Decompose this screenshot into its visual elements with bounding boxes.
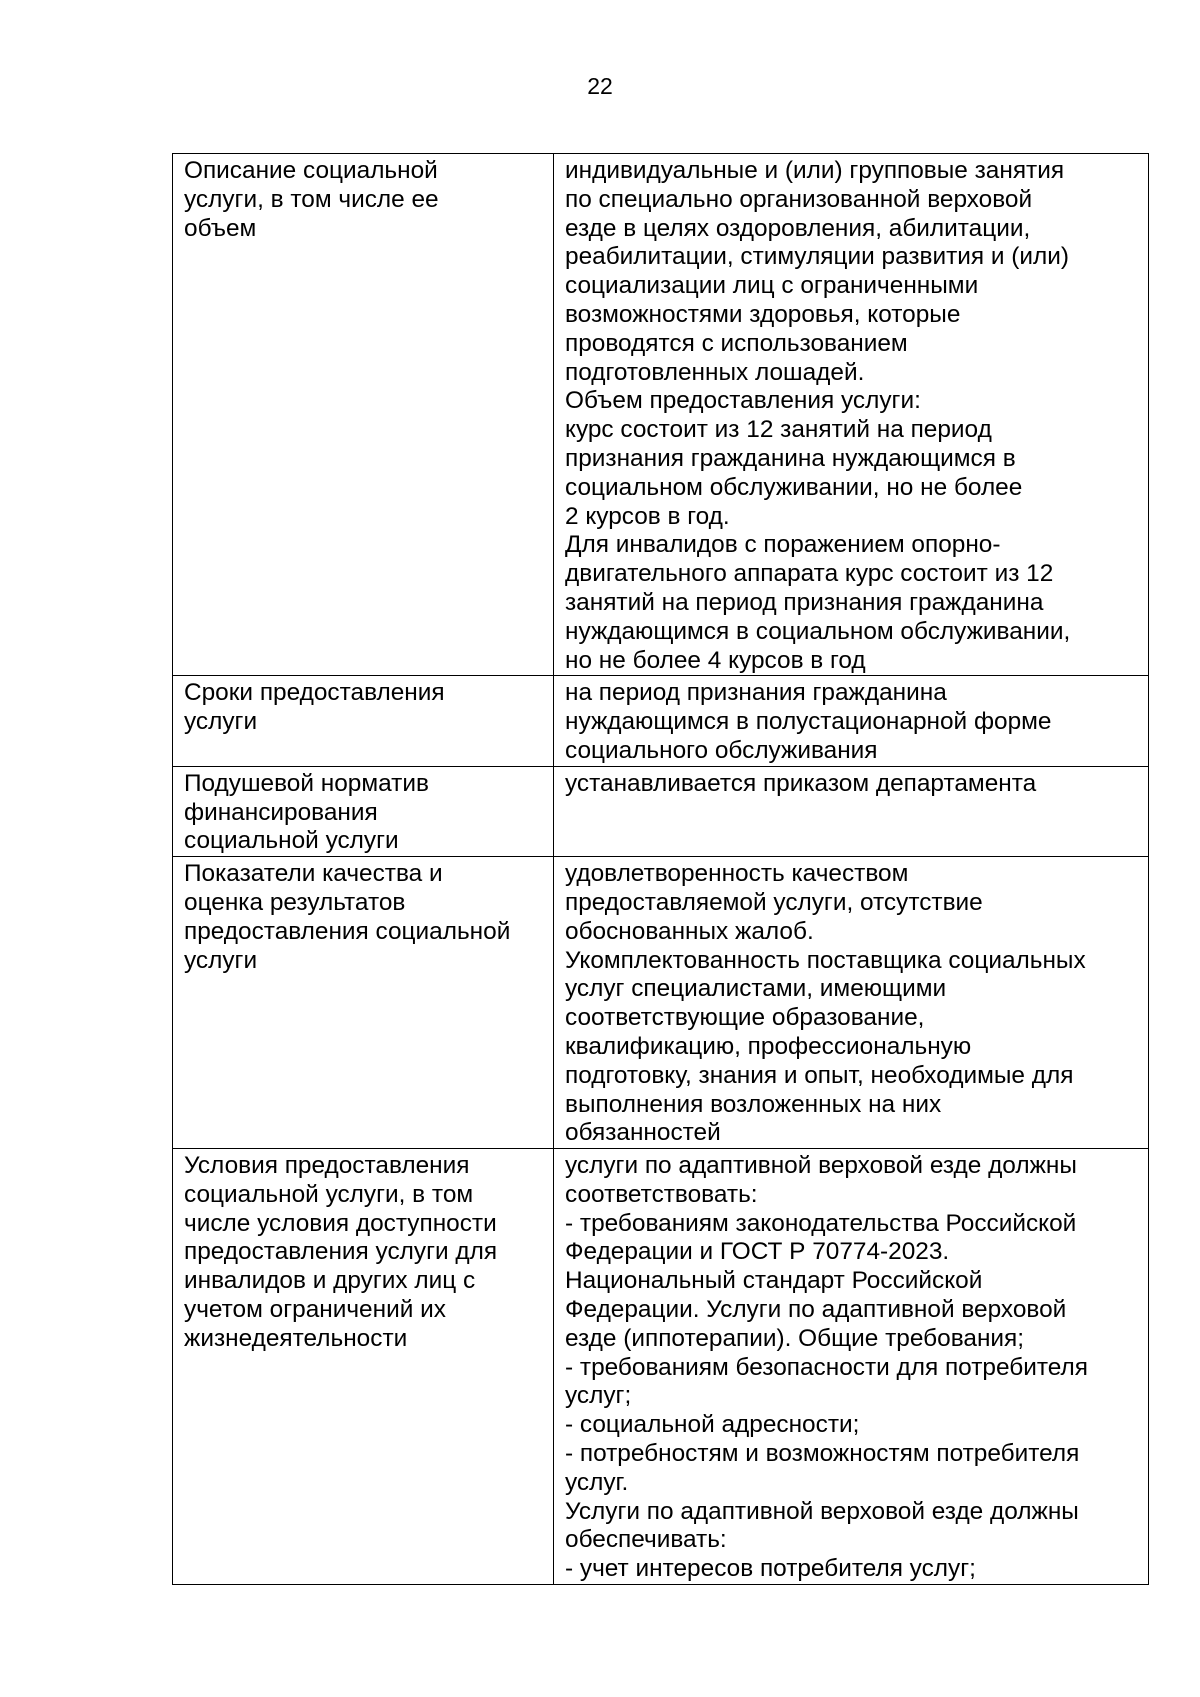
table-body	[173, 154, 1149, 1585]
value-line: Федерации. Услуги по адаптивной верховой	[565, 1296, 1067, 1324]
table-row	[173, 857, 1149, 1149]
row-value-cell	[554, 154, 1149, 676]
value-line: социализации лиц с ограниченными	[565, 272, 979, 300]
value-line: обоснованных жалоб.	[565, 917, 814, 945]
label-line: социальной услуги	[184, 827, 399, 855]
value-line: социального обслуживания	[565, 736, 878, 764]
value-line: нуждающимся в полустационарной форме	[565, 708, 1052, 736]
row-value-cell	[554, 1149, 1149, 1585]
value-line: - требованиям законодательства Российской	[565, 1209, 1077, 1237]
row-label-cell	[173, 857, 554, 1149]
label-line: услуги	[184, 708, 258, 736]
value-line: соответствующие образование,	[565, 1004, 925, 1032]
label-line: инвалидов и других лиц с	[184, 1267, 476, 1295]
value-line: обязанностей	[565, 1119, 721, 1147]
value-line: реабилитации, стимуляции развития и (или)	[565, 243, 1070, 271]
value-line: - учет интересов потребителя услуг;	[565, 1555, 976, 1583]
value-line: езде (иппотерапии). Общие требования;	[565, 1324, 1025, 1352]
value-line: но не более 4 курсов в год	[565, 646, 866, 674]
value-line: признания гражданина нуждающимся в	[565, 444, 1016, 472]
row-value-cell	[554, 766, 1149, 856]
value-line: выполнения возложенных на них	[565, 1090, 942, 1118]
value-line: - требованиям безопасности для потребителя	[565, 1353, 1088, 1381]
value-line: удовлетворенность качеством	[565, 860, 909, 888]
value-line: Услуги по адаптивной верховой езде должны	[565, 1497, 1079, 1525]
label-line: предоставления услуги для	[184, 1238, 498, 1266]
value-line: езде в целях оздоровления, абилитации,	[565, 214, 1031, 242]
row-label-cell	[173, 154, 554, 676]
label-line: Условия предоставления	[184, 1152, 470, 1180]
value-line: курс состоит из 12 занятий на период	[565, 416, 992, 444]
table-row	[173, 676, 1149, 766]
label-line: Показатели качества и	[184, 860, 443, 888]
value-line: предоставляемой услуги, отсутствие	[565, 888, 983, 916]
label-line: объем	[184, 214, 257, 242]
service-description-table	[172, 153, 1149, 1585]
label-line: услуги	[184, 946, 258, 974]
value-line: услуг;	[565, 1382, 632, 1410]
value-line: на период признания гражданина	[565, 679, 947, 707]
value-line: услуг специалистами, имеющими	[565, 975, 947, 1003]
value-line: Укомплектованность поставщика социальных	[565, 946, 1086, 974]
value-line: подготовку, знания и опыт, необходимые для	[565, 1061, 1074, 1089]
value-line: обеспечивать:	[565, 1526, 727, 1554]
value-line: Объем предоставления услуги:	[565, 387, 921, 415]
value-line: двигательного аппарата курс состоит из 12	[565, 560, 1054, 588]
value-line: занятий на период признания гражданина	[565, 588, 1044, 616]
value-line: услуги по адаптивной верховой езде должны	[565, 1152, 1077, 1180]
table-row	[173, 154, 1149, 676]
row-label-cell	[173, 676, 554, 766]
value-line: Для инвалидов с поражением опорно-	[565, 531, 1001, 559]
value-line: устанавливается приказом департамента	[565, 769, 1037, 797]
label-line: учетом ограничений их	[184, 1296, 446, 1324]
value-line: услуг.	[565, 1468, 629, 1496]
row-label-cell	[173, 1149, 554, 1585]
label-line: услуги, в том числе ее	[184, 185, 439, 213]
value-line: - потребностям и возможностям потребителя	[565, 1440, 1080, 1468]
value-line: - социальной адресности;	[565, 1411, 860, 1439]
label-line: Описание социальной	[184, 157, 438, 184]
label-line: оценка результатов	[184, 888, 406, 916]
label-line: предоставления социальной	[184, 917, 511, 945]
page-number: 22	[587, 73, 613, 99]
value-line: возможностями здоровья, которые	[565, 300, 961, 328]
label-line: социальной услуги, в том	[184, 1180, 474, 1208]
label-line: Сроки предоставления	[184, 679, 445, 707]
value-line: соответствовать:	[565, 1180, 758, 1208]
value-line: 2 курсов в год.	[565, 502, 730, 530]
label-line: жизнедеятельности	[184, 1324, 408, 1352]
row-label-cell	[173, 766, 554, 856]
label-line: финансирования	[184, 798, 378, 826]
label-line: Подушевой норматив	[184, 769, 429, 797]
value-line: социальном обслуживании, но не более	[565, 473, 1023, 501]
row-value-cell	[554, 676, 1149, 766]
value-line: проводятся с использованием	[565, 329, 908, 357]
value-line: нуждающимся в социальном обслуживании,	[565, 617, 1071, 645]
value-line: Федерации и ГОСТ Р 70774-2023.	[565, 1238, 950, 1266]
value-line: индивидуальные и (или) групповые занятия	[565, 157, 1065, 184]
table-row	[173, 766, 1149, 856]
value-line: квалификацию, профессиональную	[565, 1032, 972, 1060]
table-row	[173, 1149, 1149, 1585]
value-line: по специально организованной верховой	[565, 185, 1033, 213]
row-value-cell	[554, 857, 1149, 1149]
value-line: подготовленных лошадей.	[565, 358, 865, 386]
value-line: Национальный стандарт Российской	[565, 1267, 983, 1295]
label-line: числе условия доступности	[184, 1209, 497, 1237]
